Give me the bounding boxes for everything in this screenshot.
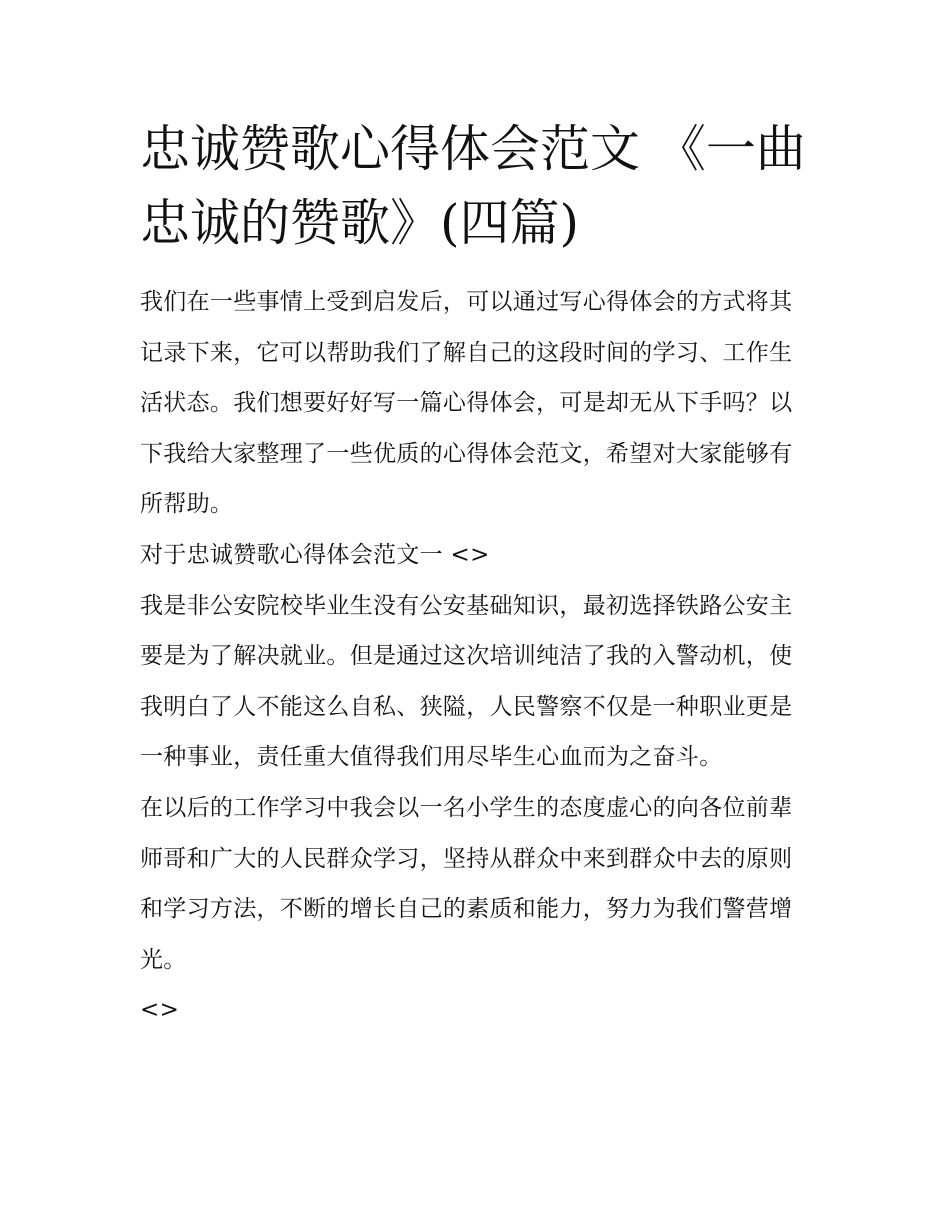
document-body (140, 277, 814, 1036)
section-heading: 对于忠诚赞歌心得体会范文一 <> (140, 541, 490, 568)
separator-mark: <> (140, 997, 180, 1024)
body-paragraph: 我是非公安院校毕业生没有公安基础知识，最初选择铁路公安主要是为了解决就业。但是通过这次培训纯洁了我的入警动机，使我明白了人不能这么自私、狭隘，人民警察不仅是一种职业更是一种事业，责任重大值得我们用尽毕生心血而为之奋斗。 (140, 592, 793, 771)
document-title: 忠诚赞歌心得体会范文 《一曲忠诚的赞歌》(四篇) (140, 120, 806, 252)
body-paragraph: 在以后的工作学习中我会以一名小学生的态度虚心的向各位前辈师哥和广大的人民群众学习，坚持从群众中来到群众中去的原则和学习方法，不断的增长自己的素质和能力，努力为我们警营增光。 (140, 794, 793, 973)
intro-paragraph: 我们在一些事情上受到启发后，可以通过写心得体会的方式将其记录下来，它可以帮助我们了解自己的这段时间的学习、工作生活状态。我们想要好好写一篇心得体会，可是却无从下手吗？以下我给大家整理了一些优质的心得体会范文，希望对大家能够有所帮助。 (140, 289, 793, 518)
